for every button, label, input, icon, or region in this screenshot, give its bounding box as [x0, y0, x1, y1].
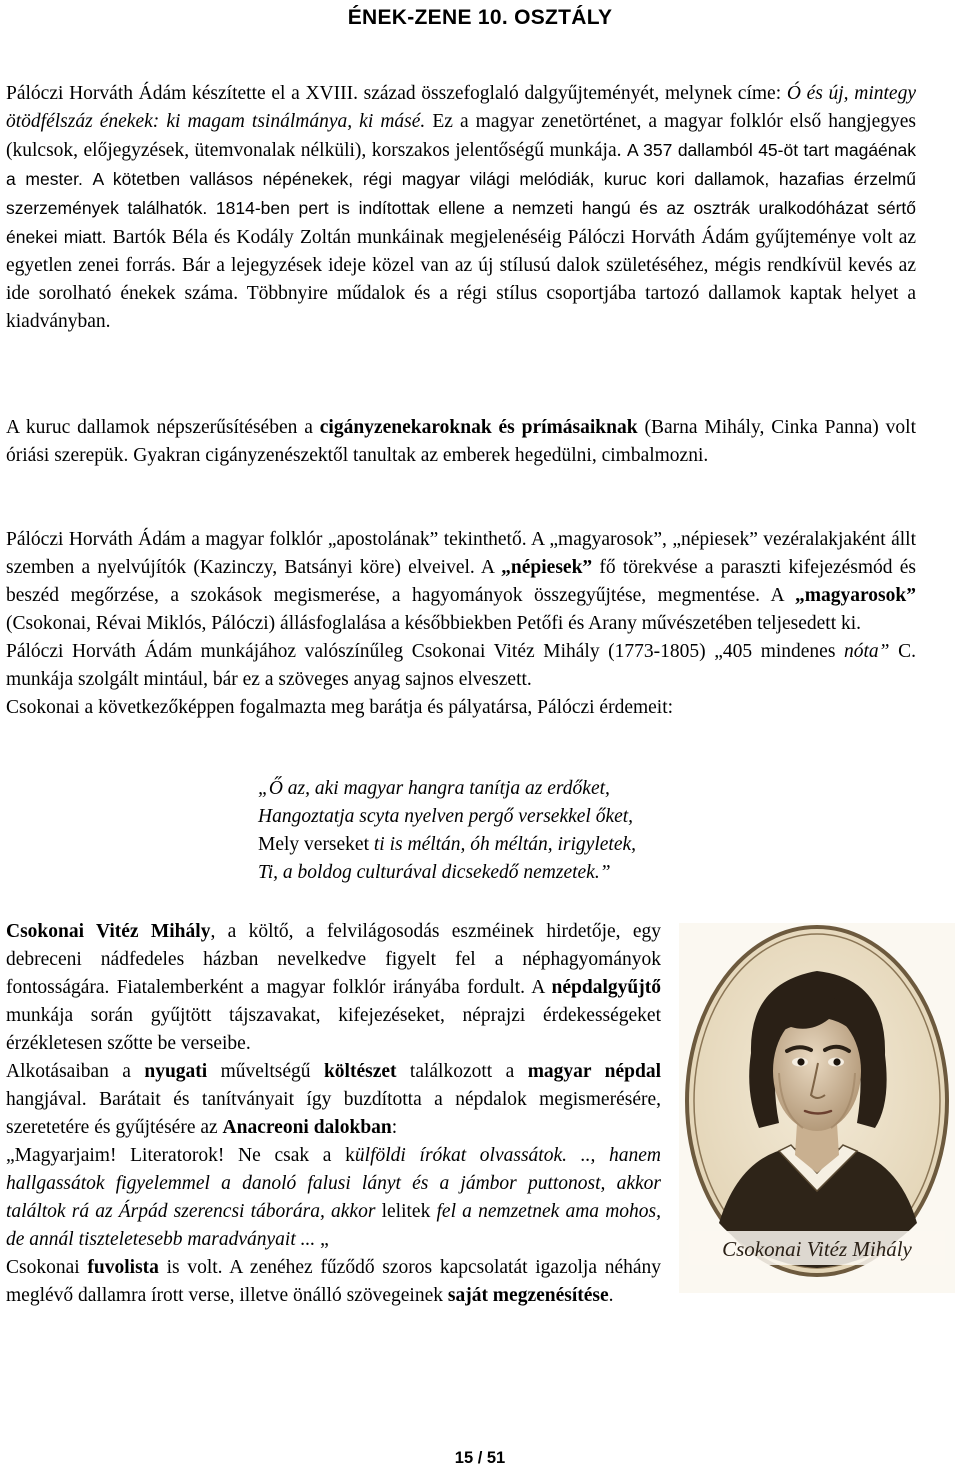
collection-title: Ó és új, mintegy ötödfélszáz énekek: ki magam tsinálmánya, ki másé. [6, 83, 916, 132]
kuruc-text: A kuruc dallamok népszerűsítésében a [6, 417, 320, 438]
intro-paragraph [6, 80, 916, 336]
intro-sentence-6: Bár a lejegyzések ideje közel van az új stílusú dalok születéséhez, mégis rendkívül kevés az ide sorolható énekek száma. [6, 255, 916, 304]
p3e: . [608, 1285, 614, 1306]
kuruc-paragraph [6, 414, 916, 470]
poem-line-2: Hangoztatja scyta nyelven pergő versekkel őket, [258, 806, 634, 827]
intro-sentence-2: Ez a magyar zenetörténet, a magyar folklór első hangjegyes (kulcsok, előjegyzések, ütemvonalak nélküli), korszakos jelentőségű munkája. [6, 111, 916, 161]
csokonai-p1a: , a költő, a felvilágosodás eszméinek hirdetője, egy debreceni nádfedeles házban nevelkedve figyelt fel a néphagyományok fontosságára. Fiatalemberként a magyar folklór irányába fordult. A [6, 921, 661, 998]
mindenes-nota-text [6, 638, 916, 694]
nepiesek-bold: „népiesek” [501, 557, 593, 578]
p2e: találkozott a [396, 1061, 528, 1082]
csokonai-section [6, 918, 661, 1310]
poem-line-4: Ti, a boldog culturával dicsekedő nemzetek.” [258, 862, 611, 883]
poem-line-1: „Ő az, aki magyar hangra tanítja az erdőket, [258, 778, 610, 799]
portrait-engraving [679, 923, 955, 1293]
nota-italic: nóta” [844, 641, 890, 662]
quote-part-1: „Magyarjaim! Literatorok! Ne csak a k [6, 1145, 355, 1166]
fuvolista-bold: fuvolista [87, 1257, 159, 1278]
csokonai-p1c: munkája során gyűjtött tájszavakat, kifejezéseket, néprajzi érdekességeket érzékletesen szőtte be verseibe. [6, 1005, 661, 1054]
poem-line-3b: ti is méltán, óh méltán, irigyletek, [373, 834, 637, 855]
quote-part-3: lelitek [375, 1201, 437, 1222]
anacreoni-quote [6, 1142, 661, 1254]
quote-part-5: „ [315, 1229, 329, 1250]
kuruc-emphasis: cigányzenekaroknak és prímásaiknak [319, 417, 638, 438]
nepdalgyujto-bold: népdalgyűjtő [551, 977, 661, 998]
nyugati-bold: nyugati [144, 1061, 208, 1082]
apostol-text [6, 526, 916, 638]
magyar-nepdal-bold: magyar népdal [527, 1061, 661, 1082]
csokonai-paragraph-3 [6, 1254, 661, 1310]
magyarosok-bold: „magyarosok” [795, 585, 916, 606]
kolteszet-bold: költészet [323, 1061, 397, 1082]
p2c: műveltségű [207, 1061, 324, 1082]
anacreoni-bold: Anacreoni dalokban [222, 1117, 392, 1138]
page-title: ÉNEK-ZENE 10. OSZTÁLY [347, 6, 613, 29]
p2i: : [391, 1117, 398, 1138]
portrait-caption: Csokonai Vitéz Mihály [722, 1237, 912, 1261]
intro-sentence-7: Többnyire műdalok és a régi stílus csoportjába tartozó dallamok kaptak helyet a kiadványban. [6, 283, 916, 332]
csokonai-portrait [679, 923, 955, 1293]
p3c: is volt. A zenéhez fűződő szoros kapcsolatát igazolja néhány meglévő dallamra írott verse, illetve önálló szövegeinek [6, 1257, 661, 1306]
poem-intro-text: Csokonai a következőképpen fogalmazta meg barátja és pályatársa, Pálóczi érdemeit: [6, 697, 674, 718]
intro-sentence-4: A kötetben vallásos népénekek, régi magyar világi melódiák, kuruc kori dallamok, hazafias érzelmű szerzemények találhatók. 1814-ben pert is indítottak ellene a nemzeti hangú és az osztrák uralkodóházat sértő énekei miatt. [6, 169, 917, 247]
p2a: Alkotásaiban a [6, 1061, 145, 1082]
p2g: hangjával. Barátait és tanítványait így buzdította a népdalok megismerésére, szeretetére és gyűjtésére az [6, 1089, 661, 1138]
megzenesites-bold: saját megzenésítése [447, 1285, 609, 1306]
intro-sentence-3: A 357 dallamból 45-öt tart magáénak a mester. [6, 140, 917, 189]
quote-part-2: ülföldi írókat olvassátok. .., hanem hallgassátok figyelemmel a danoló falusi lányt és a jámbor puttonost, akkor találtok rá az Árpád szerencsi táborára, akkor [6, 1145, 662, 1222]
quote-part-4: fel a nemzetnek ama mohos, de annál tiszteletesebb maradványait ... [6, 1201, 662, 1250]
kuruc-text-end: (Barna Mihály, Cinka Panna) volt óriási szerepük. Gyakran cigányzenészektől tanultak az emberek hegedülni, cimbalmozni. [6, 417, 916, 466]
apostol-paragraph [6, 526, 916, 722]
poem-line-3a: Mely verseket [258, 834, 374, 855]
csokonai-name: Csokonai Vitéz Mihály [6, 921, 211, 942]
intro-sentence-5: Bartók Béla és Kodály Zoltán munkáinak megjelenéséig Pálóczi Horváth Ádám gyűjteménye volt az egyetlen zenei forrás. [6, 227, 916, 276]
apostol-f: Pálóczi Horváth Ádám munkájához valószínűleg Csokonai Vitéz Mihály (1773-1805) „405 mindenes [6, 641, 845, 662]
apostol-c: fő törekvése a paraszti kifejezésmód és beszéd megőrzése, a szokások megismerése, a hagyományok összegyűjtése, megmentése. A [6, 557, 916, 606]
page-number: 15 / 51 [454, 1449, 506, 1467]
apostol-e: (Csokonai, Révai Miklós, Pálóczi) állásfoglalása a későbbiekben Petőfi és Arany művészetében teljesedett ki. [6, 613, 862, 634]
csokonai-paragraph-2 [6, 1058, 661, 1142]
apostol-a: Pálóczi Horváth Ádám a magyar folklór „apostolának” tekinthető. A „magyarosok”, „népiesek” vezéralakjaként állt szemben a nyelvújítók (Kazinczy, Batsányi köre) elveivel. A [6, 529, 916, 578]
apostol-h: C. munkája szolgált mintául, bár ez a szöveges anyag sajnos elveszett. [6, 641, 916, 690]
poem-quote [258, 775, 636, 887]
intro-sentence-1: Pálóczi Horváth Ádám készítette el a XVIII. század összefoglaló dalgyűjteményét, melynek címe: [6, 83, 787, 104]
p3a: Csokonai [6, 1257, 88, 1278]
csokonai-paragraph-1 [6, 918, 661, 1058]
